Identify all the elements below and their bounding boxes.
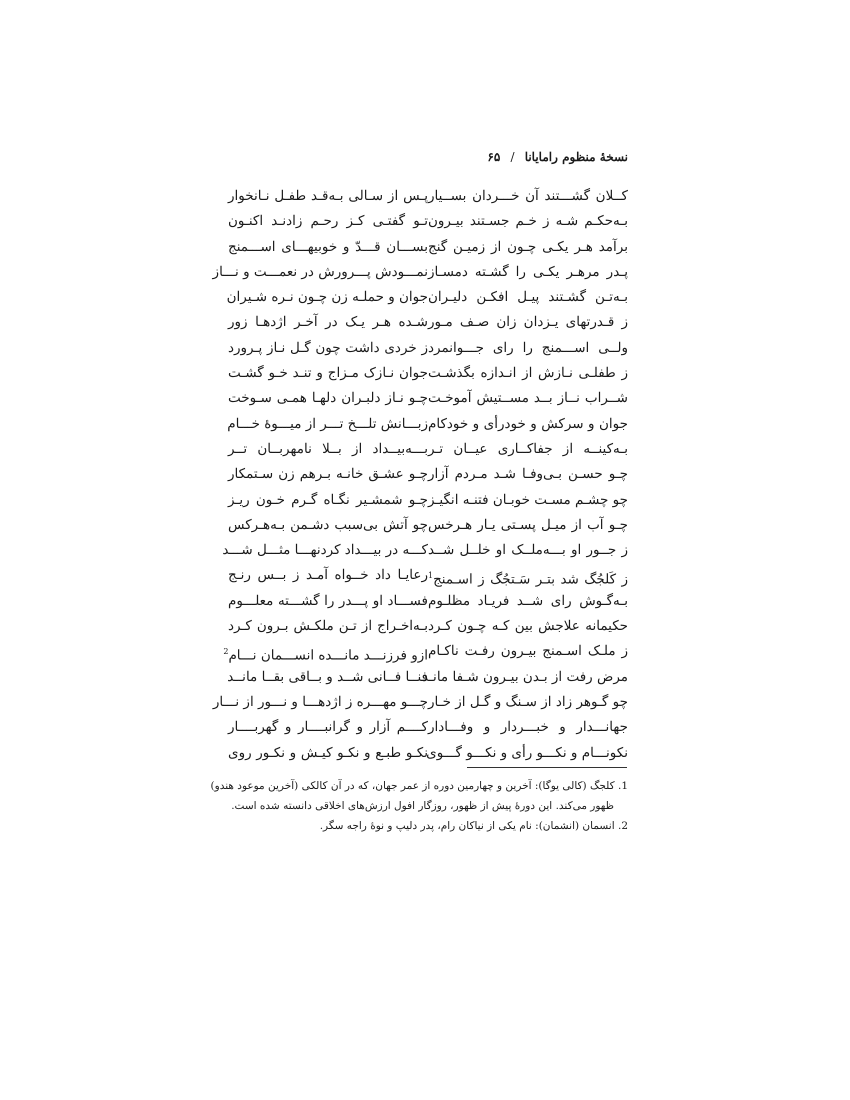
verse-line: چـــو مهـــره ز اژدهـــا و نـــور از نـــار <box>212 693 428 710</box>
verse-line: ولــی اســـمنج را رای جـــوانمرد <box>428 339 628 356</box>
verse-line: بســـان قـــدّ و خوبیهـــای اســـمنج <box>228 238 428 255</box>
verse-line: چـو آب از میـل پسـتی یـار هـرخس <box>428 516 628 533</box>
footnote-1 <box>210 776 628 796</box>
verse-line: چـو عشـق خانـه بـرهم زن سـتمکار <box>228 466 428 483</box>
verse-line: بـــه‌بیــداد از بــلا نامهربــان تــر <box>228 440 428 457</box>
verse-line: ز جــور او بـــه‌ملــک او خلــل شــد <box>428 542 628 559</box>
verse-line: پـدر مرهـر یکـی را گشـته دمسـاز <box>428 263 628 280</box>
verse-line: ازو فرزنـــد مانـــده انســـمان نـــام$^2$ <box>223 647 428 664</box>
verse-line: بـه‌تـن گشـتند پیـل افکـن دلیـران <box>428 289 628 306</box>
verse-line: کــلان گشـــتند آن خـــردان بســیار <box>428 188 628 204</box>
verse-line: بـه‌گـوش رای شــد فریـاد مظلـوم <box>428 592 628 609</box>
verse-line: کـــه در بیـــداد کردنهـــا مثـــل شـــد <box>222 542 428 559</box>
verse-line: فنــا فــانی شــد و بــاقی بقــا مانــد <box>227 668 428 685</box>
verse-line: چـو نـاز دلبـران دلهـا همـی سـوخت <box>228 390 428 407</box>
verse-line: ز ملـک اسـمنج بیـرون رفـت ناکـام <box>428 643 628 660</box>
footnote-number: 1. <box>617 780 628 792</box>
verse-line: شـده هـر یـک در آخـر اژدهـا زور <box>228 314 428 331</box>
verse-line: نکـو طبـع و نکـو کیـش و نکـور روی <box>228 744 428 761</box>
verse-line: رعایـا داد خــواه آمـد ز بــس رنـج <box>228 567 428 584</box>
footnotes <box>210 776 628 836</box>
verse-line: بـه‌اخـراج از تـن ملکـش بـرون کـرد <box>228 618 428 635</box>
verse-line: نمـــودش پـــرورش در نعمـــت و نـــاز <box>212 263 428 280</box>
running-header <box>228 150 628 172</box>
page-number: ۶۵ <box>487 150 501 164</box>
verse-line: چـو حسـن بـی‌وفـا شـد مـردم آزار <box>428 466 628 483</box>
verse-line: چـو شمشـیر نگـاه گـرم خـون ریـز <box>228 491 428 508</box>
verse-line: نکونـــام و نکـــو رأی و نکـــو گـــوی <box>426 744 628 761</box>
verse-line: بـه‌کینــه از جفاکــاری عیــان تـر <box>428 440 628 457</box>
right-verse-column <box>422 184 628 766</box>
footnote-text: کلجگ (کالی یوگا): آخرین و چهارمین دوره از عمر جهان، که در آن کالکی (آخرین موعود هندو) <box>210 780 615 792</box>
footnote-number: 2. <box>617 820 628 832</box>
verse-line: ز کَلجُگ شد بتـر سَـتجُگ ز اسـمنج$^1$ <box>428 571 628 588</box>
verse-line: پـس از سـالی بـه‌قـد طفـل نـانخوار <box>228 188 428 204</box>
verse-line: حکیمانه علاجش بین کـه چـون کـرد <box>428 618 628 635</box>
verse-line: فســـاد او پـــدر را گشـــته معلـــوم <box>228 592 428 609</box>
left-verse-column <box>212 184 428 766</box>
verse-line: زبـــانش تلـــخ تـــر از میـــوهٔ خـــام <box>227 415 428 432</box>
verse-line: چو آتش بی‌سبب دشـمن بـه‌هـرکس <box>228 516 428 533</box>
footnote-rule <box>467 767 627 768</box>
verse-line: کــــم آزار و گرانبــــار و گهربــــار <box>228 719 428 736</box>
verse-line: ز خردی داشت چون گـل نـاز پـرورد <box>228 339 428 356</box>
footnote-ref-1: 1 <box>428 571 434 581</box>
verse-line: جوان نـازک مـزاج و تنـد خـو گشـت <box>228 365 428 382</box>
verse-line: برآمد هـر یکـی چـون از زمیـن گنج <box>428 238 628 255</box>
header-title: نسخهٔ منظوم رامایانا <box>524 150 628 164</box>
verse-line: جهانـــدار و خبـــردار و وفـــادار <box>428 719 628 736</box>
footnote-2 <box>228 816 628 836</box>
footnote-1-continuation: ظهور می‌کند. این دورهٔ پیش از ظهور، روزگار افول ارزش‌های اخلاقی دانسته شده است. <box>231 800 614 812</box>
verse-line: مرض رفت از بـدن بیـرون شـفا مانـد <box>422 668 628 685</box>
verse-line: تـو گفتـی کـز رحـم زادنـد اکنـون <box>228 213 428 230</box>
verse-line: شــراب نــاز بــد مســتیش آموخـت <box>428 390 628 407</box>
verse-line: بـه‌حکـم شـه ز خـم جسـتند بیـرون <box>428 213 628 230</box>
footnote-ref-2: 2 <box>223 647 229 657</box>
verse-line: ز قـدرتهای یـزدان زان صـف مـور <box>428 314 628 331</box>
verse-line: جوان و سرکش و خودرأی و خودکام <box>428 415 628 432</box>
footnote-text: انسمان (انشمان): نام یکی از نیاکان رام، پدر دلیپ و نوهٔ راجه سگر. <box>319 820 615 832</box>
verse-line: چو چشـم مسـت خوبـان فتنـه انگیـز <box>428 491 628 508</box>
verse-line: جوان و حملـه زن چـون نـره شـیران <box>226 289 428 306</box>
header-separator: / <box>510 150 515 164</box>
verse-line: چو گـوهر زاد از سـنگ و گـل از خـار <box>428 693 628 710</box>
verse-line: ز طفلـی نـازش از انـدازه بگذشـت <box>428 365 628 382</box>
